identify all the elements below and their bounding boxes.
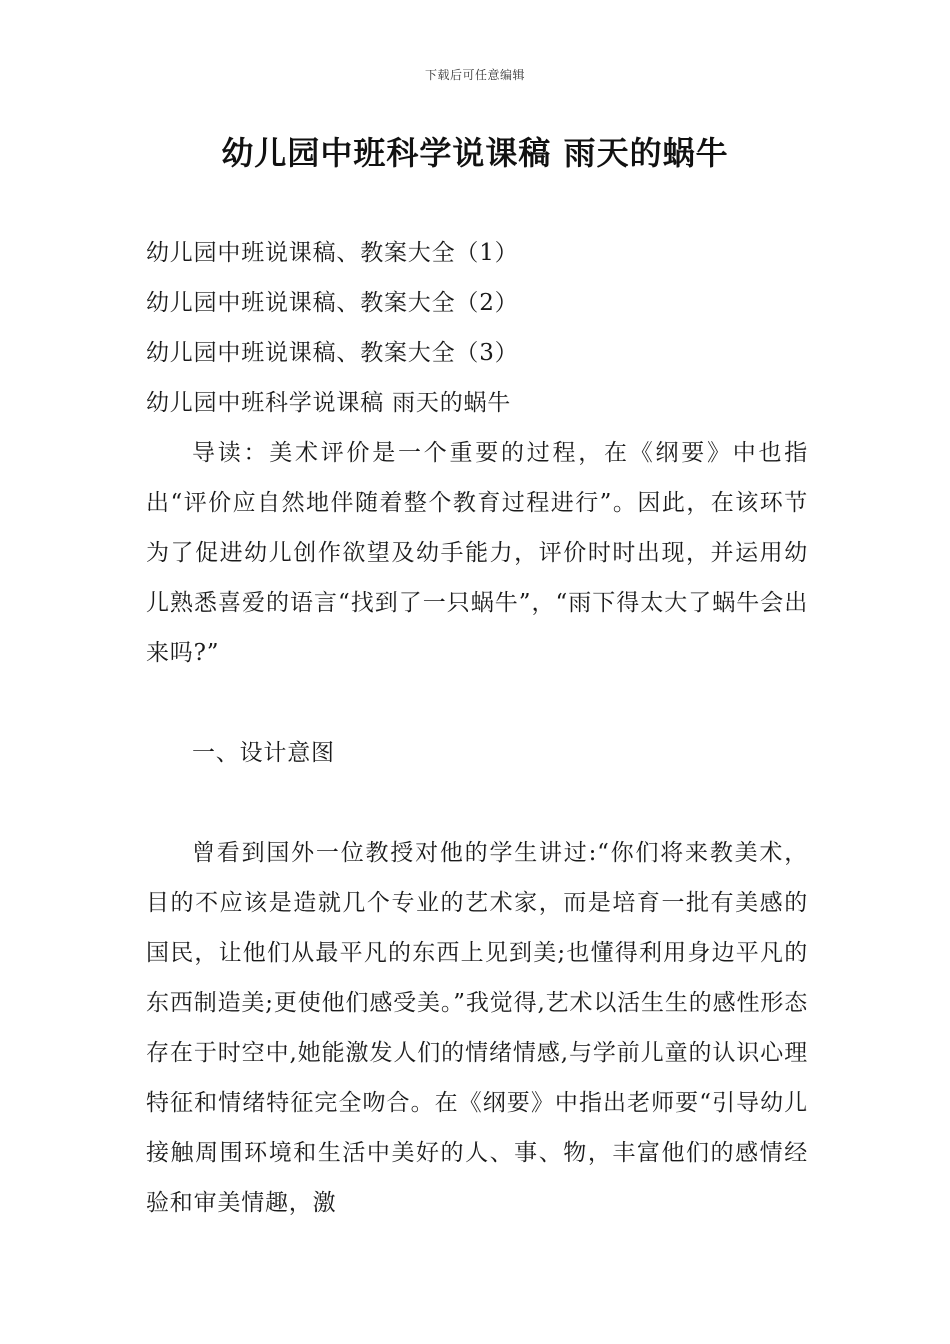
header-note: 下载后可任意编辑: [424, 68, 525, 82]
section-body-design-intent: 曾看到国外一位教授对他的学生讲过:“你们将来教美术，目的不应该是造就几个专业的艺术家，而是培育一批有美感的国民，让他们从最平凡的东西上见到美;也懂得利用身边平凡的东西制造美;更使他们感受美。”我觉得,艺术以活生生的感性形态存在于时空中,她能激发人们的情绪情感,与学前儿童的认识心理特征和情绪特征完全吻合。在《纲要》中指出老师要“引导幼儿接触周围环境和生活中美好的人、事、物，丰富他们的感情经验和审美情趣，激: [146, 840, 808, 1216]
toc-item-2: 幼儿园中班说课稿、教案大全（2）: [146, 290, 519, 316]
document-body: [146, 228, 808, 1228]
section-heading-design-intent: 一、设计意图: [192, 740, 335, 766]
toc-item-1: 幼儿园中班说课稿、教案大全（1）: [146, 240, 519, 266]
toc-item-4: 幼儿园中班科学说课稿 雨天的蜗牛: [146, 390, 512, 416]
document-title: 幼儿园中班科学说课稿 雨天的蜗牛: [221, 134, 729, 172]
intro-paragraph: 导读：美术评价是一个重要的过程，在《纲要》中也指出“评价应自然地伴随着整个教育过程进行”。因此，在该环节为了促进幼儿创作欲望及幼手能力，评价时时出现，并运用幼儿熟悉喜爱的语言“找到了一只蜗牛”，“雨下得太大了蜗牛会出来吗?”: [146, 440, 808, 666]
toc-item-3: 幼儿园中班说课稿、教案大全（3）: [146, 340, 519, 366]
spacer: [146, 678, 808, 728]
spacer: [146, 778, 808, 828]
